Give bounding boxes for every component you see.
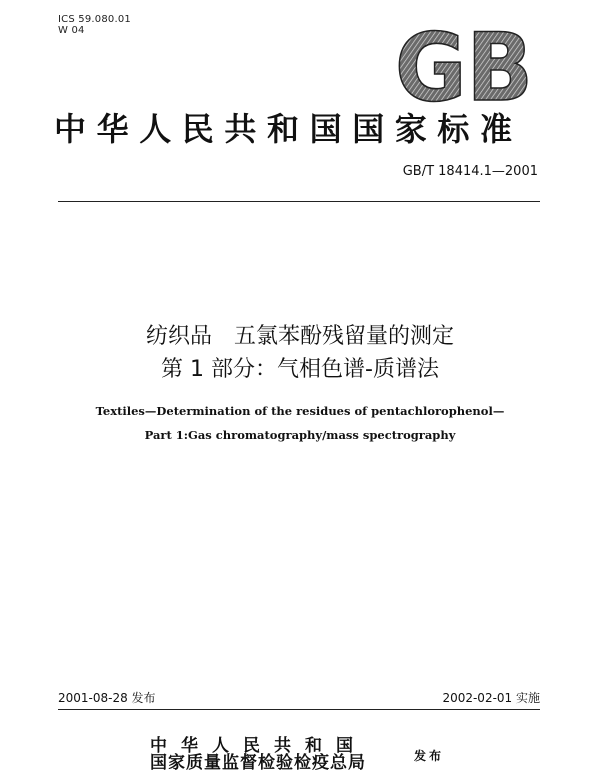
publisher-name — [150, 738, 367, 772]
english-title-line-2: Part 1:Gas chromatography/mass spectrography — [144, 428, 456, 442]
gb-logo-text: GB — [395, 18, 533, 106]
implementation-date: 2002-02-01 实施 — [442, 691, 540, 705]
publisher-line-1: 中华人民共和国 — [150, 736, 367, 756]
publish-label: 发布 — [414, 749, 445, 763]
ics-code: ICS 59.080.01 — [58, 14, 131, 25]
publisher-line-2: 国家质量监督检验检疫总局 — [150, 753, 366, 773]
header-divider — [58, 201, 540, 202]
chinese-title-line-2: 第 1 部分：气相色谱-质谱法 — [161, 357, 439, 382]
national-standard-title: 中华人民共和国国家标准 — [54, 110, 523, 148]
classification-codes — [58, 14, 131, 36]
chinese-title-line-1: 纺织品 五氯苯酚残留量的测定 — [145, 324, 454, 349]
english-title-line-1: Textiles—Determination of the residues of pentachlorophenol— — [95, 404, 505, 418]
standard-number: GB/T 18414.1—2001 — [402, 164, 538, 179]
footer-divider — [58, 709, 540, 710]
ccs-code: W 04 — [58, 25, 85, 36]
gb-logo — [391, 18, 537, 106]
issue-date: 2001-08-28 发布 — [58, 691, 156, 705]
